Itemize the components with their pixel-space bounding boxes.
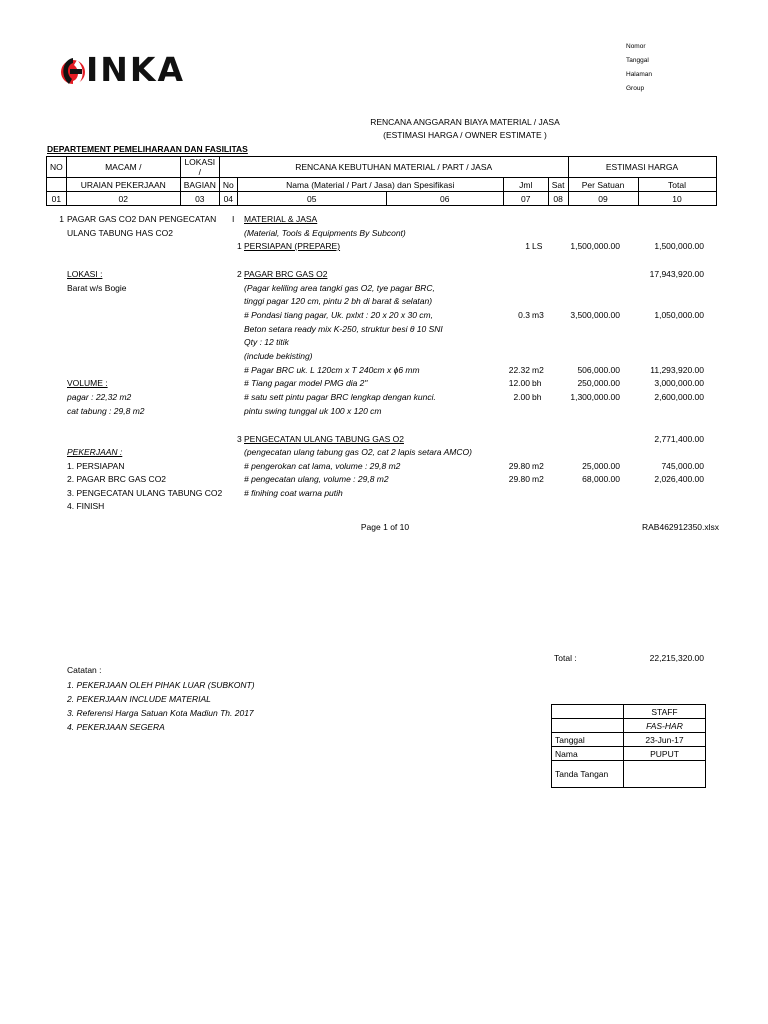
s3-c-line: # finihing coat warna putih [244,488,343,498]
s3-b-line: # pengecatan ulang, volume : 29,8 m2 [244,474,389,484]
approval-dept: FAS-HAR [624,719,706,733]
s2-title: PAGAR BRC GAS O2 [244,269,328,279]
hdr-nama: Nama (Material / Part / Jasa) dan Spesifikasi [237,178,503,192]
s2-desc: tinggi pagar 120 cm, pintu 2 bh di barat & selatan) [244,296,433,306]
meta-halaman: Halaman [626,71,653,78]
s3-a-total: 745,000.00 [661,461,704,471]
s2-a-unit: m3 [532,310,544,320]
s3-total: 2,771,400.00 [654,434,704,444]
s3-a-qty: 29.80 [508,461,530,471]
logo-text: INKA [86,50,186,89]
approval-ttd-label: Tanda Tangan [552,761,624,788]
s2-c-total: 3,000,000.00 [654,378,704,388]
code-09: 09 [568,192,638,206]
s3-a-line: # pengerokan cat lama, volume : 29,8 m2 [244,461,401,471]
s2-desc: (Pagar keliling area tangki gas O2, tye pagar BRC, [244,283,435,293]
item-title-line2: ULANG TABUNG HAS CO2 [67,228,173,238]
hdr-sat: Sat [548,178,568,192]
item-number: 1 [59,214,64,224]
approval-tanggal-value: 23-Jun-17 [624,733,706,747]
s1-total: 1,500,000.00 [654,241,704,251]
section-subtitle: (Material, Tools & Equipments By Subcont) [244,228,406,238]
s1-price: 1,500,000.00 [570,241,620,251]
approval-blank [552,719,624,733]
hdr-sub-no: No [219,178,237,192]
s2-a-price: 3,500,000.00 [570,310,620,320]
s2-a-line: # Pondasi tiang pagar, Uk. pxlxt : 20 x 20 x 30 cm, [244,310,433,320]
s2-d-qty: 2.00 [513,392,530,402]
hdr-blank [47,178,67,192]
approval-tanggal-label: Tanggal [552,733,624,747]
code-01: 01 [47,192,67,206]
note-line: 1. PEKERJAAN OLEH PIHAK LUAR (SUBKONT) [67,680,255,690]
header-table [46,156,717,206]
file-name: RAB462912350.xlsx [642,522,720,532]
s2-d-line: pintu swing tunggal uk 100 x 120 cm [244,406,382,416]
volume-label: VOLUME : [67,378,108,388]
s3-title: PENGECATAN ULANG TABUNG GAS O2 [244,434,404,444]
volume-line1: pagar : 22,32 m2 [67,392,132,402]
s2-total: 17,943,920.00 [649,269,704,279]
s2-d-unit: bh [532,392,542,402]
code-05: 05 [237,192,386,206]
s2-c-qty: 12.00 [508,378,530,388]
code-10: 10 [638,192,716,206]
pekerjaan-item: 1. PERSIAPAN [67,461,125,471]
volume-line2: cat tabung : 29,8 m2 [67,406,145,416]
pekerjaan-label: PEKERJAAN : [67,447,123,457]
code-07: 07 [503,192,548,206]
code-04: 04 [219,192,237,206]
section-title: MATERIAL & JASA [244,214,318,224]
s2-d-total: 2,600,000.00 [654,392,704,402]
hdr-macam: MACAM / [66,157,180,178]
s3-b-price: 68,000.00 [582,474,620,484]
s1-unit: LS [532,241,543,251]
meta-group: Group [626,85,645,92]
inka-logo-icon [58,52,88,92]
approval-nama-label: Nama [552,747,624,761]
code-06: 06 [386,192,503,206]
s1-title: PERSIAPAN (PREPARE) [244,241,341,251]
approval-nama-value: PUPUT [624,747,706,761]
hdr-estimasi: ESTIMASI HARGA [568,157,716,178]
s3-a-price: 25,000.00 [582,461,620,471]
hdr-per-satuan: Per Satuan [568,178,638,192]
s2-d-line: # satu sett pintu pagar BRC lengkap dengan kunci. [244,392,436,402]
approval-box [551,704,706,788]
code-03: 03 [180,192,219,206]
s3-b-unit: m2 [532,474,544,484]
meta-nomor: Nomor [626,43,646,50]
s2-c-unit: bh [532,378,542,388]
s2-b-unit: m2 [532,365,544,375]
page-number: Page 1 of 10 [360,522,410,532]
s1-no: 1 [237,241,242,251]
s3-a-unit: m2 [532,461,544,471]
grand-total-value: 22,215,320.00 [649,653,704,663]
section-roman: I [232,214,235,224]
pekerjaan-item: 3. PENGECATAN ULANG TABUNG CO2 [67,488,223,498]
department-name: DEPARTEMENT PEMELIHARAAN DAN FASILITAS [47,144,248,154]
meta-tanggal: Tanggal [626,57,649,64]
note-line: 3. Referensi Harga Satuan Kota Madiun Th. 2017 [67,708,254,718]
lokasi-value: Barat w/s Bogie [67,283,127,293]
doc-title-line2: (ESTIMASI HARGA / OWNER ESTIMATE ) [383,130,547,140]
s2-no: 2 [237,269,242,279]
item-title-line1: PAGAR GAS CO2 DAN PENGECATAN [67,214,217,224]
note-line: 4. PEKERJAAN SEGERA [67,722,165,732]
s2-b-price: 506,000.00 [577,365,620,375]
s3-no: 3 [237,434,242,444]
hdr-rencana: RENCANA KEBUTUHAN MATERIAL / PART / JASA [219,157,568,178]
s3-desc: (pengecatan ulang tabung gas O2, cat 2 lapis setara AMCO) [244,447,472,457]
notes-label: Catatan : [67,665,102,675]
approval-staff: STAFF [624,705,706,719]
hdr-uraian: URAIAN PEKERJAAN [66,178,180,192]
approval-blank [552,705,624,719]
s2-b-total: 11,293,920.00 [650,365,704,375]
code-02: 02 [66,192,180,206]
doc-title-line1: RENCANA ANGGARAN BIAYA MATERIAL / JASA [370,117,560,127]
s2-b-line: # Pagar BRC uk. L 120cm x T 240cm x ɸ6 mm [244,365,420,375]
hdr-bagian: BAGIAN [180,178,219,192]
hdr-no: NO [47,157,67,178]
s2-c-line: # Tiang pagar model PMG dia 2" [244,378,368,388]
approval-signature-area [624,761,706,788]
lokasi-label: LOKASI : [67,269,103,279]
s2-a-line: Qty : 12 titik [244,337,289,347]
s2-a-total: 1,050,000.00 [654,310,704,320]
s2-a-line: Beton setara ready mix K-250, struktur besi θ 10 SNI [244,324,443,334]
s2-a-qty: 0.3 [518,310,530,320]
s3-b-qty: 29.80 [508,474,530,484]
code-08: 08 [548,192,568,206]
hdr-total: Total [638,178,716,192]
s1-qty: 1 [525,241,530,251]
pekerjaan-item: 2. PAGAR BRC GAS CO2 [67,474,167,484]
company-logo [58,52,238,92]
s3-b-total: 2,026,400.00 [654,474,704,484]
pekerjaan-item: 4. FINISH [67,501,105,511]
s2-b-qty: 22.32 [508,365,530,375]
s2-a-line: (include bekisting) [244,351,313,361]
hdr-lokasi: LOKASI / [180,157,219,178]
s2-c-price: 250,000.00 [577,378,620,388]
grand-total-label: Total : [554,653,577,663]
s2-d-price: 1,300,000.00 [570,392,620,402]
note-line: 2. PEKERJAAN INCLUDE MATERIAL [67,694,211,704]
hdr-jml: Jml [503,178,548,192]
